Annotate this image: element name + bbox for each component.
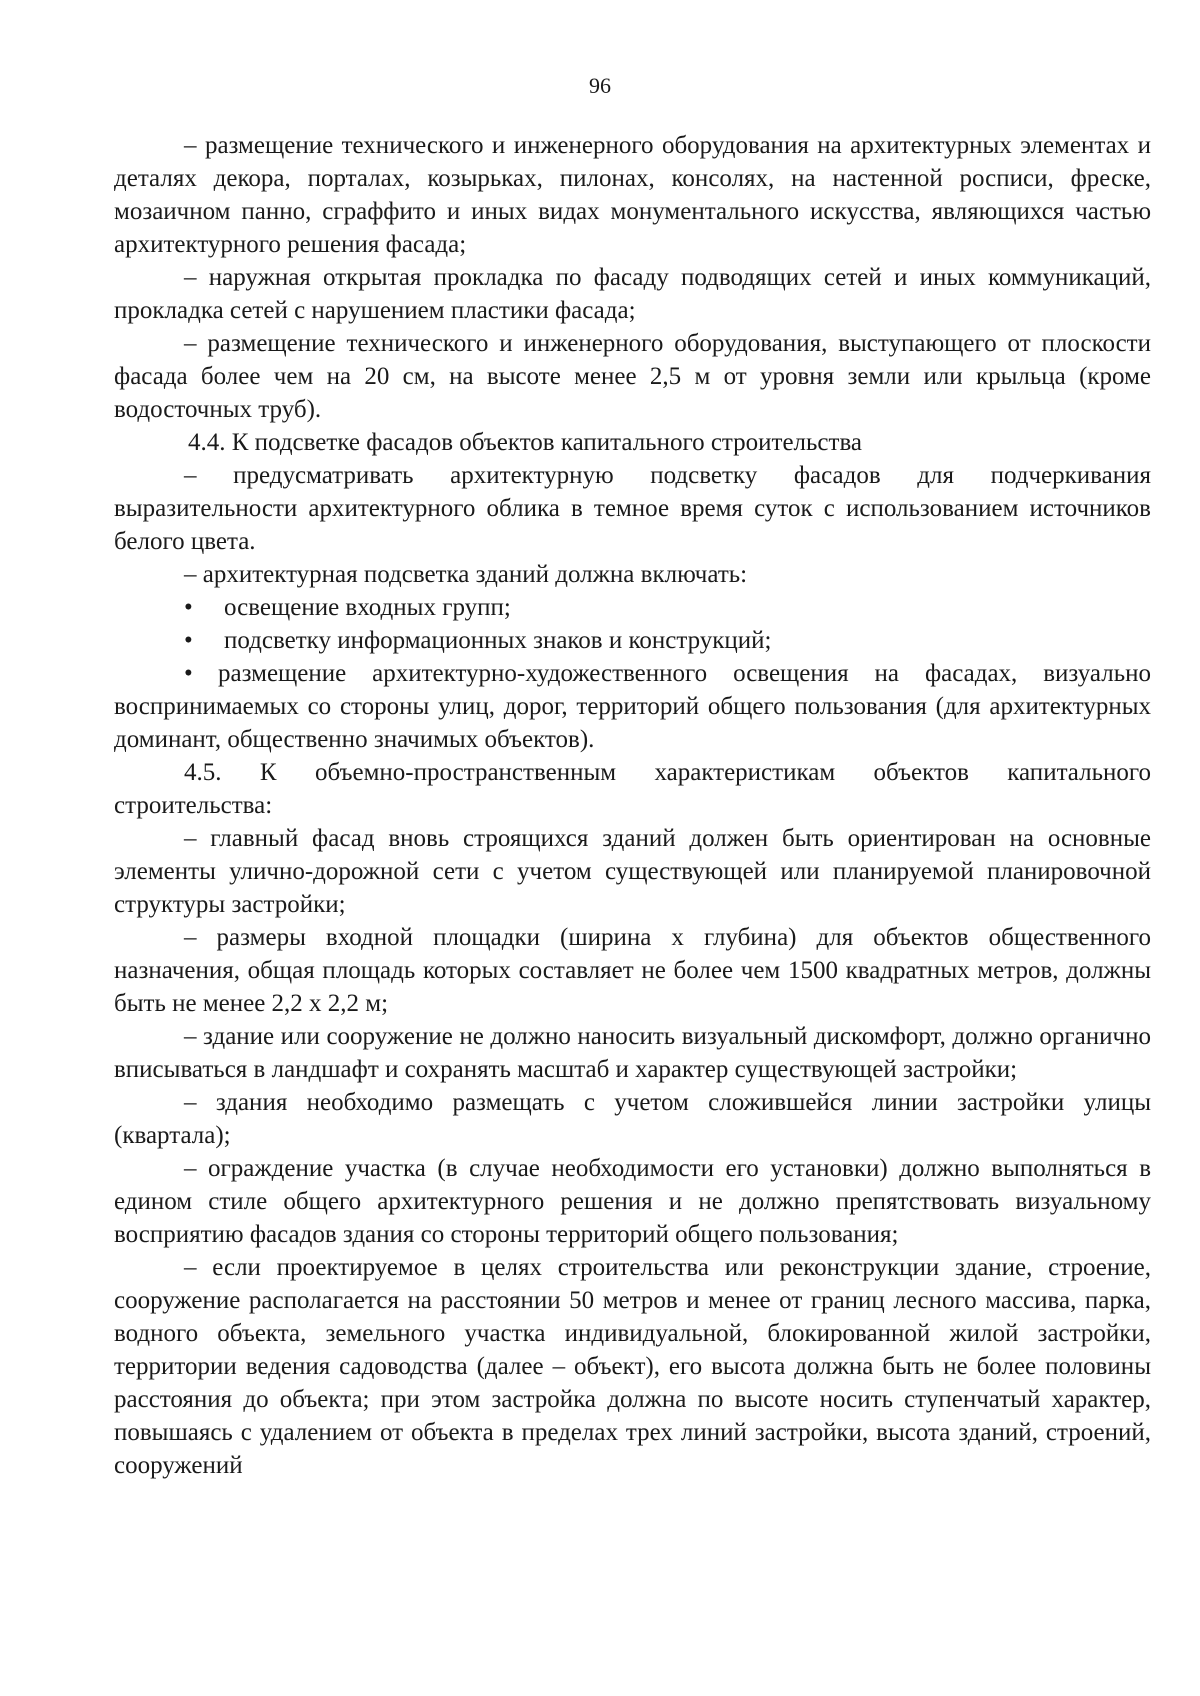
paragraph-fencing: – ограждение участка (в случае необходимости его установки) должно выполняться в едином стиле общего архитектурного решения и не должно препятствовать визуальному восприятию фасадов здания со стороны территорий общего пользования; (114, 1155, 1151, 1248)
section-heading-4-4: 4.4. К подсветке фасадов объектов капитального строительства (188, 429, 863, 456)
paragraph-building-line: – здания необходимо размещать с учетом сложившейся линии застройки улицы (квартала); (114, 1089, 1151, 1149)
bullet-item-artistic-lighting (114, 657, 1151, 756)
paragraph-equipment-on-decor: – размещение технического и инженерного оборудования на архитектурных элементах и деталях декора, порталах, козырьках, пилонах, консолях, на настенной росписи, фреске, мозаичном панно, сграффито и иных видах монументального искусства, являющихся частью архитектурного решения фасада; (114, 132, 1151, 258)
paragraph-visual-comfort: – здание или сооружение не должно наносить визуальный дискомфорт, должно органично вписываться в ландшафт и сохранять масштаб и характер существующей застройки; (114, 1023, 1151, 1083)
page-number: 96 (589, 73, 611, 98)
section-heading-4-5: 4.5. К объемно-пространственным характеристикам объектов капитального строительства: (114, 759, 1151, 819)
bullet-item-entrance-lighting (114, 591, 1151, 624)
paragraph-lighting-includes: – архитектурная подсветка зданий должна включать: (184, 561, 748, 588)
bullet-text: подсветку информационных знаков и конструкций; (224, 627, 772, 654)
bullet-icon: • (184, 627, 193, 654)
paragraph-protruding-equipment: – размещение технического и инженерного оборудования, выступающего от плоскости фасада более чем на 20 см, на высоте менее 2,5 м от уровня земли или крыльца (кроме водосточных труб). (114, 330, 1151, 423)
bullet-icon: • (184, 594, 193, 621)
paragraph-main-facade: – главный фасад вновь строящихся зданий должен быть ориентирован на основные элементы улично-дорожной сети с учетом существующей или планируемой планировочной структуры застройки; (114, 825, 1151, 918)
bullet-icon: • (184, 660, 193, 687)
paragraph-external-networks: – наружная открытая прокладка по фасаду подводящих сетей и иных коммуникаций, прокладка сетей с нарушением пластики фасада; (114, 264, 1151, 324)
bullet-text: освещение входных групп; (224, 594, 511, 621)
paragraph-facade-lighting: – предусматривать архитектурную подсветку фасадов для подчеркивания выразительности архитектурного облика в темное время суток с использованием источников белого цвета. (114, 462, 1151, 555)
paragraph-height-limit: – если проектируемое в целях строительства или реконструкции здание, строение, сооружение располагается на расстоянии 50 метров и менее от границ лесного массива, парка, водного объекта, земельного участка индивидуальной, блокированной жилой застройки, территории ведения садоводства (далее – объект), его высота должна быть не более половины расстояния до объекта; при этом застройка должна по высоте носить ступенчатый характер, повышаясь с удалением от объекта в пределах трех линий застройки, высота зданий, строений, сооружений (114, 1254, 1151, 1479)
paragraph-entrance-size: – размеры входной площадки (ширина х глубина) для объектов общественного назначения, общая площадь которых составляет не более чем 1500 квадратных метров, должны быть не менее 2,2 х 2,2 м; (114, 924, 1151, 1017)
bullet-item-sign-lighting (114, 624, 1151, 657)
document-body (114, 129, 1151, 1482)
bullet-text: размещение архитектурно-художественного освещения на фасадах, визуально воспринимаемых со стороны улиц, дорог, территорий общего пользования (для архитектурных доминант, общественно значимых объектов). (114, 660, 1151, 753)
